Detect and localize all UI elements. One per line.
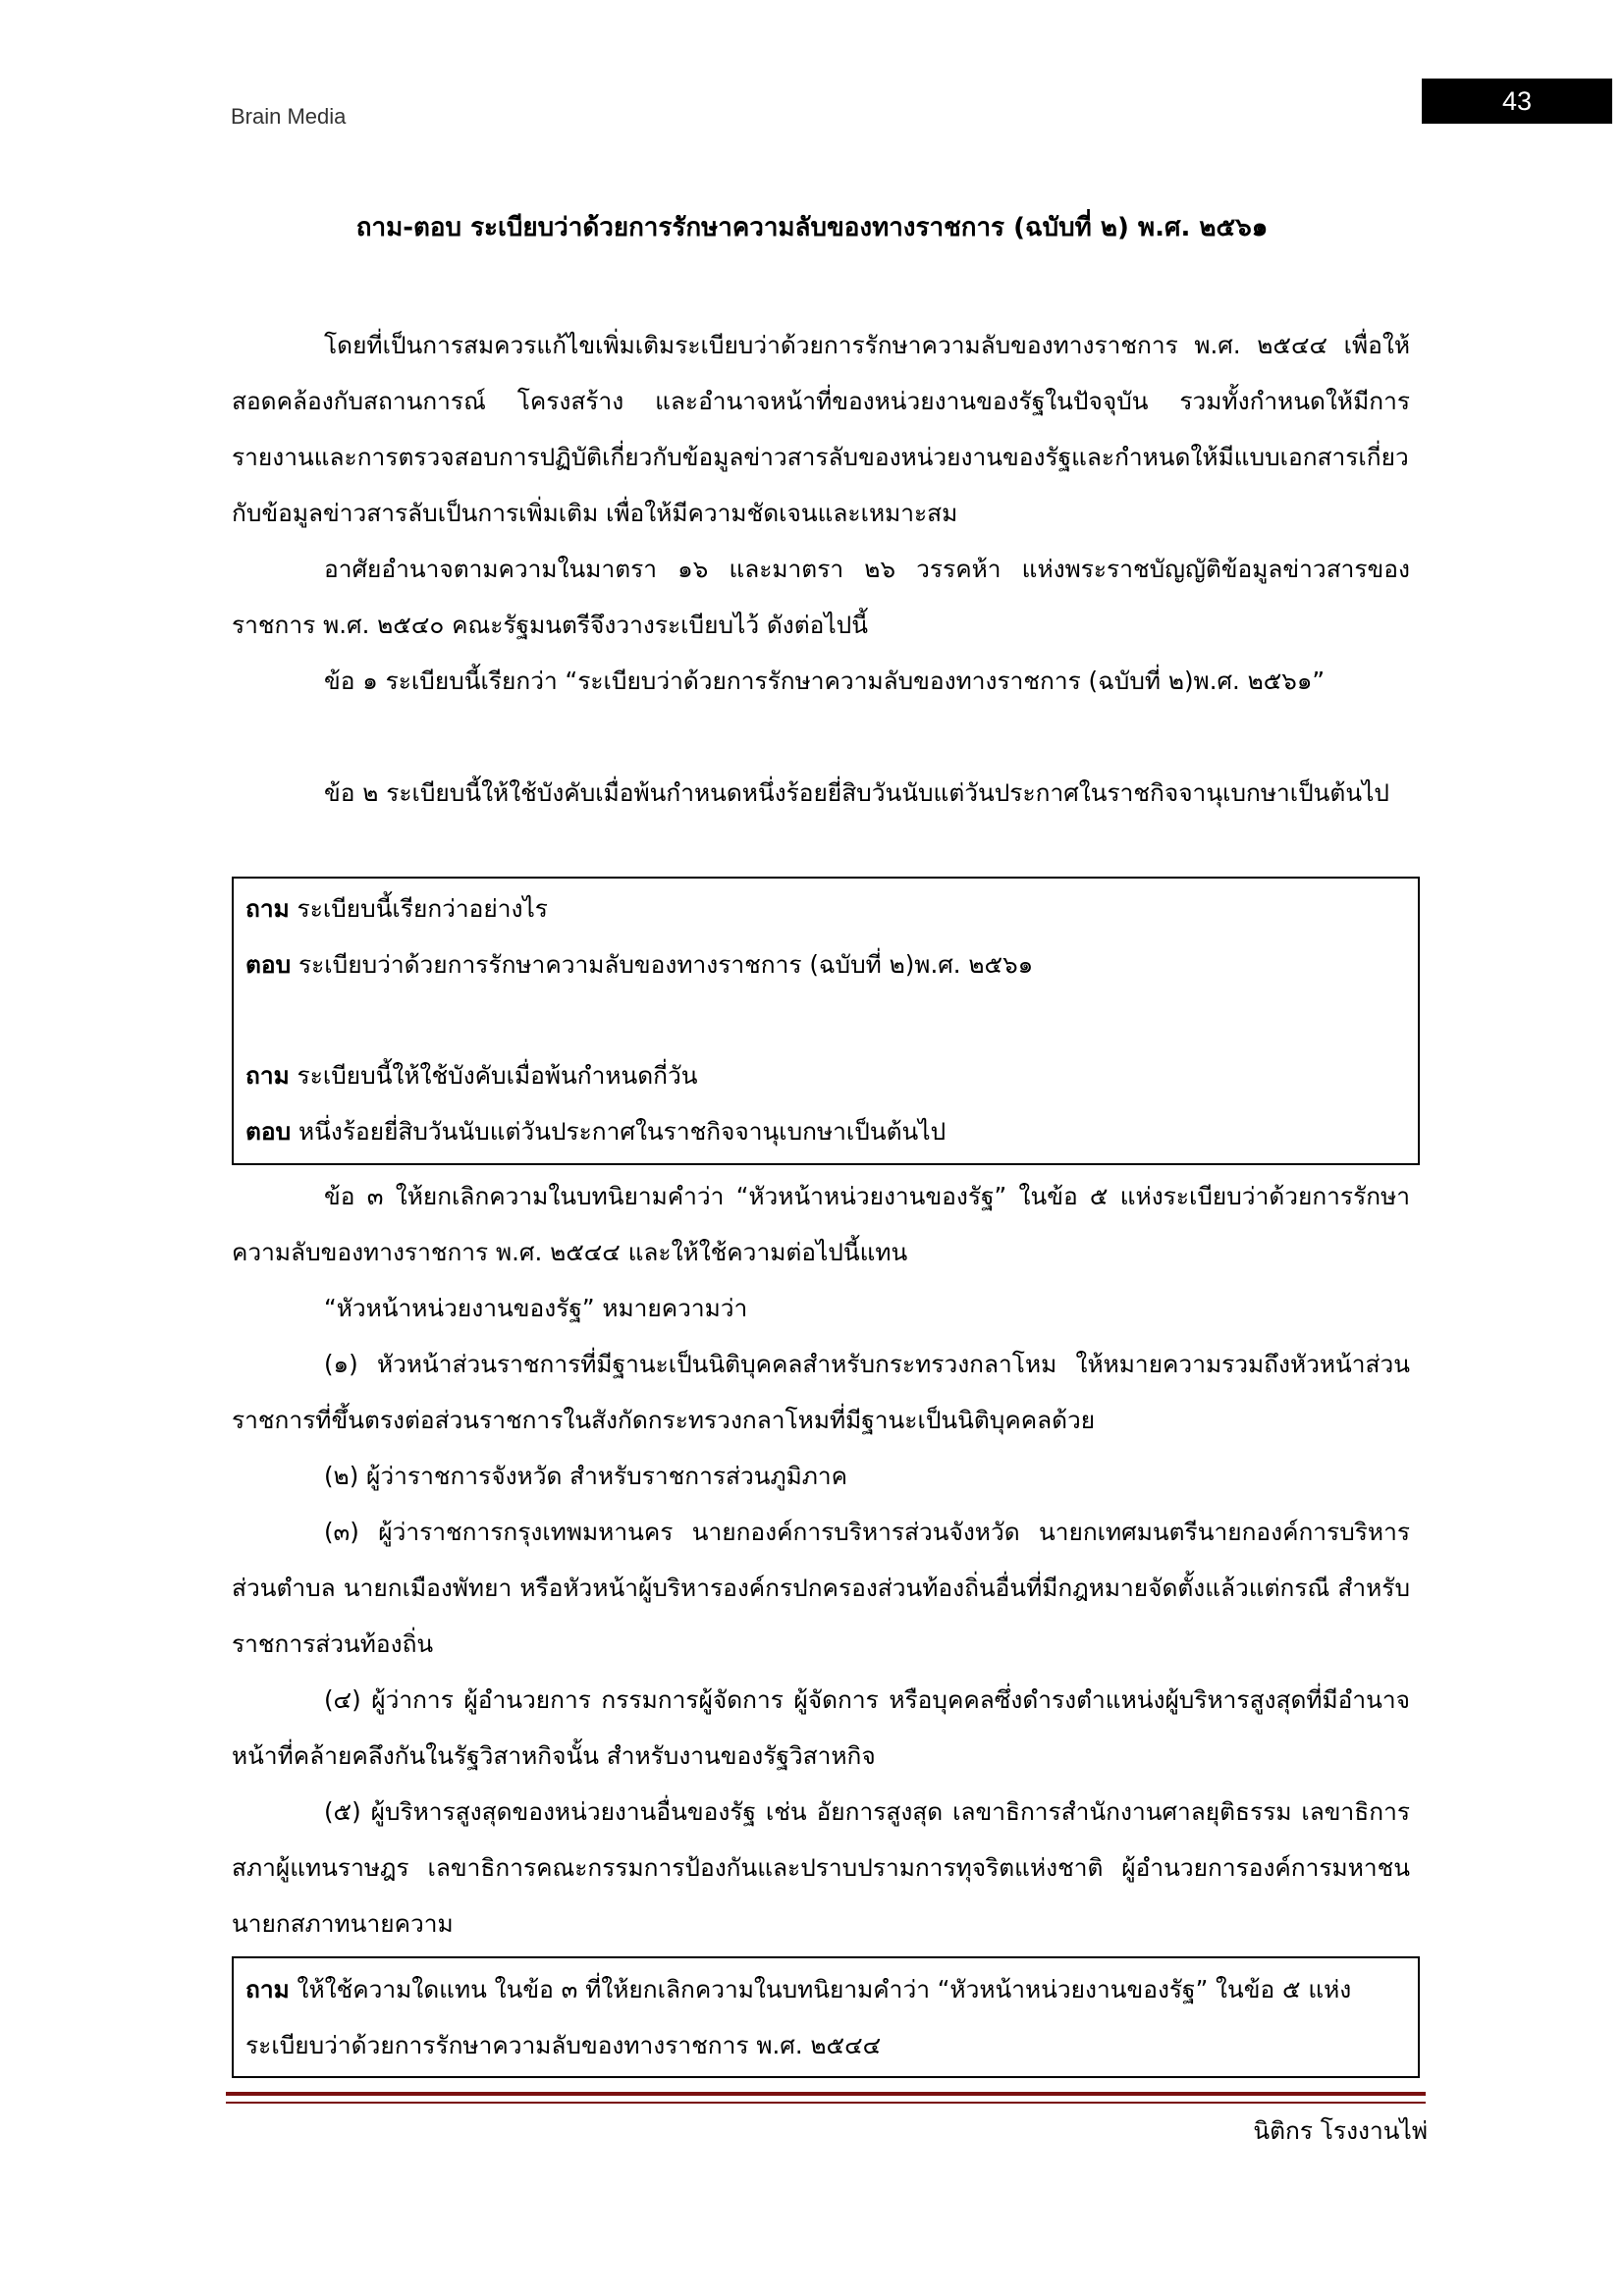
page-number: 43 (1422, 79, 1612, 124)
question-text: ให้ใช้ความใดแทน ในข้อ ๓ ที่ให้ยกเลิกความในบทนิยามคำว่า “หัวหน้าหน่วยงานของรัฐ” ในข้อ ๕ แห่งระเบียบว่าด้วยการรักษาความลับของทางราชการ พ.ศ. ๒๕๔๔ (245, 1975, 1352, 2059)
definition-item-5: (๕) ผู้บริหารสูงสุดของหน่วยงานอื่นของรัฐ เช่น อัยการสูงสุด เลขาธิการสำนักงานศาลยุติธรรม เลขาธิการสภาผู้แทนราษฎร เลขาธิการคณะกรรมการป้องกันและปราบปรามการทุจริตแห่งชาติ ผู้อำนวยการองค์การมหาชน นายกสภาทนายความ (232, 1797, 1410, 1938)
qa-question-2 (245, 1047, 1406, 1103)
qa-question-1 (245, 881, 1406, 936)
page-title: ถาม-ตอบ ระเบียบว่าด้วยการรักษาความลับของทางราชการ (ฉบับที่ ๒) พ.ศ. ๒๕๖๑ (355, 213, 1269, 242)
definition-item-1: (๑) หัวหน้าส่วนราชการที่มีฐานะเป็นนิติบุคคลสำหรับกระทรวงกลาโหม ให้หมายความรวมถึงหัวหน้าส่วนราชการที่ขึ้นตรงต่อส่วนราชการในสังกัดกระทรวงกลาโหมที่มีฐานะเป็นนิติบุคคลด้วย (232, 1350, 1410, 1434)
preamble-paragraph-1: โดยที่เป็นการสมควรแก้ไขเพิ่มเติมระเบียบว่าด้วยการรักษาความลับของทางราชการ พ.ศ. ๒๕๔๔ เพื่อให้สอดคล้องกับสถานการณ์ โครงสร้าง และอำนาจหน้าที่ของหน่วยงานของรัฐในปัจจุบัน รวมทั้งกำหนดให้มีการรายงานและการตรวจสอบการปฏิบัติเกี่ยวกับข้อมูลข่าวสารลับของหน่วยงานของรัฐและกำหนดให้มีแบบเอกสารเกี่ยวกับข้อมูลข่าวสารลับเป็นการเพิ่มเติม เพื่อให้มีความชัดเจนและเหมาะสม (232, 331, 1410, 527)
qa-answer-2 (245, 1103, 1406, 1159)
qa-spacer (245, 992, 1406, 1047)
question-label: ถาม (245, 894, 290, 923)
question-label: ถาม (245, 1975, 290, 2003)
author-name: นิติกร โรงงานไพ่ (1253, 2116, 1428, 2145)
question-text: ระเบียบนี้ให้ใช้บังคับเมื่อพ้นกำหนดกี่วัน (289, 1061, 698, 1090)
footer-rule-thin (226, 2102, 1426, 2104)
qa-answer-1 (245, 936, 1406, 992)
definition-item-2: (๒) ผู้ว่าราชการจังหวัด สำหรับราชการส่วนภูมิภาค (324, 1462, 848, 1490)
question-label: ถาม (245, 1061, 290, 1090)
definition-item-3: (๓) ผู้ว่าราชการกรุงเทพมหานคร นายกองค์การบริหารส่วนจังหวัด นายกเทศมนตรีนายกองค์การบริหารส่วนตำบล นายกเมืองพัทยา หรือหัวหน้าผู้บริหารองค์กรปกครองส่วนท้องถิ่นอื่นที่มีกฎหมายจัดตั้งแล้วแต่กรณี สำหรับราชการส่วนท้องถิ่น (232, 1518, 1410, 1658)
clause-2: ข้อ ๒ ระเบียบนี้ให้ใช้บังคับเมื่อพ้นกำหนดหนึ่งร้อยยี่สิบวันนับแต่วันประกาศในราชกิจจานุเบกษาเป็นต้นไป (324, 778, 1389, 807)
answer-label: ตอบ (245, 1117, 292, 1146)
clause-3: ข้อ ๓ ให้ยกเลิกความในบทนิยามคำว่า “หัวหน้าหน่วยงานของรัฐ” ในข้อ ๕ แห่งระเบียบว่าด้วยการรักษาความลับของทางราชการ พ.ศ. ๒๕๔๔ และให้ใช้ความต่อไปนี้แทน (232, 1182, 1410, 1266)
definition-item-4: (๔) ผู้ว่าการ ผู้อำนวยการ กรรมการผู้จัดการ ผู้จัดการ หรือบุคคลซึ่งดำรงตำแหน่งผู้บริหารสูงสุดที่มีอำนาจหน้าที่คล้ายคลึงกันในรัฐวิสาหกิจนั้น สำหรับงานของรัฐวิสาหกิจ (232, 1685, 1410, 1770)
answer-text: หนึ่งร้อยยี่สิบวันนับแต่วันประกาศในราชกิจจานุเบกษาเป็นต้นไป (291, 1117, 947, 1146)
clause-1: ข้อ ๑ ระเบียบนี้เรียกว่า “ระเบียบว่าด้วยการรักษาความลับของทางราชการ (ฉบับที่ ๒)พ.ศ. ๒๕๖๑” (324, 667, 1326, 695)
brand-name: Brain Media (231, 104, 347, 129)
preamble-paragraph-2: อาศัยอำนาจตามความในมาตรา ๑๖ และมาตรา ๒๖ วรรคห้า แห่งพระราชบัญญัติข้อมูลข่าวสารของราชการ พ.ศ. ๒๕๔๐ คณะรัฐมนตรีจึงวางระเบียบไว้ ดังต่อไปนี้ (232, 555, 1410, 639)
answer-label: ตอบ (245, 950, 292, 979)
footer-rule-thick (226, 2092, 1426, 2096)
question-text: ระเบียบนี้เรียกว่าอย่างไร (289, 894, 548, 923)
answer-text: ระเบียบว่าด้วยการรักษาความลับของทางราชการ (ฉบับที่ ๒)พ.ศ. ๒๕๖๑ (291, 950, 1034, 979)
qa-box-clause-3 (232, 1956, 1420, 2078)
qa-box-clauses-1-2 (232, 877, 1420, 1165)
qa-question-3 (245, 1961, 1406, 2073)
definition-heading: “หัวหน้าหน่วยงานของรัฐ” หมายความว่า (324, 1294, 748, 1322)
